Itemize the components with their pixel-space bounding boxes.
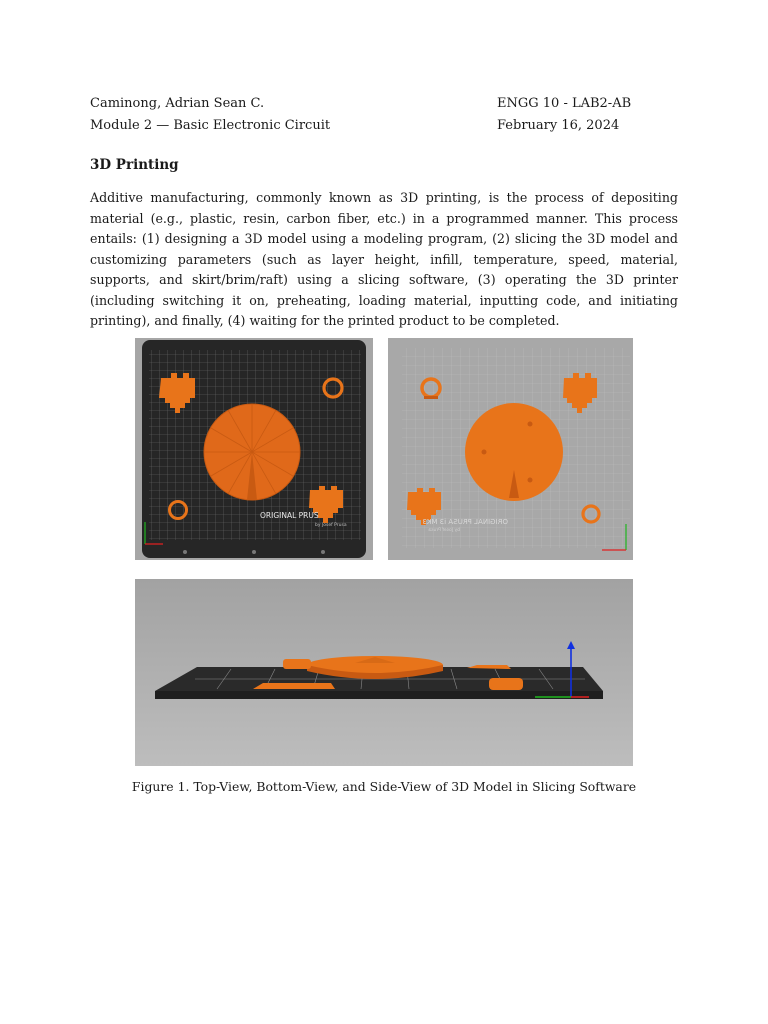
ring-model <box>489 678 523 690</box>
course-code: ENGG 10 - LAB2-AB <box>497 96 632 111</box>
module-title: Module 2 — Basic Electronic Circuit <box>90 117 331 133</box>
figure-caption: Figure 1. Top-View, Bottom-View, and Side-View of 3D Model in Slicing Software <box>131 779 637 794</box>
section-title: 3D Printing <box>90 157 179 173</box>
ring-model <box>283 659 311 669</box>
plate-label: ORIGINAL PRUSA i3 MK3 <box>422 518 508 526</box>
body-paragraph: Additive manufacturing, commonly known as 3D printing, is the process of depositing material (e.g., plastic, resin, carbon fiber, etc.) in a programmed manner. This process entails: (1) designing a 3D model using a modeling program, (2) slicing the 3D model and customizing parameters (such as layer height, infill, temperature, speed, material, supports, and skirt/brim/raft) using a slicing software, (3) operating the 3D printer (including switching it on, preheating, loading material, inputting code, and initiating printing), and finally, (4) waiting for the printed product to be completed. <box>90 190 678 328</box>
top-view-image <box>135 338 373 560</box>
header-left <box>90 93 330 136</box>
bottom-view-render <box>388 338 633 560</box>
disc-model <box>465 403 563 501</box>
heart-model <box>253 683 335 689</box>
plate-label: ORIGINAL PRUS <box>260 511 319 520</box>
side-view-image <box>135 579 633 766</box>
plate-sublabel: by Josef Prusa <box>315 523 347 528</box>
author-name: Caminong, Adrian Sean C. <box>90 96 265 111</box>
side-view-render <box>135 579 633 766</box>
plate-sublabel: by Josef Prusa <box>428 528 460 533</box>
date: February 16, 2024 <box>497 117 620 133</box>
header-right <box>497 93 631 136</box>
bottom-view-image <box>388 338 633 560</box>
disc-model <box>204 404 300 500</box>
top-view-render <box>135 338 373 560</box>
